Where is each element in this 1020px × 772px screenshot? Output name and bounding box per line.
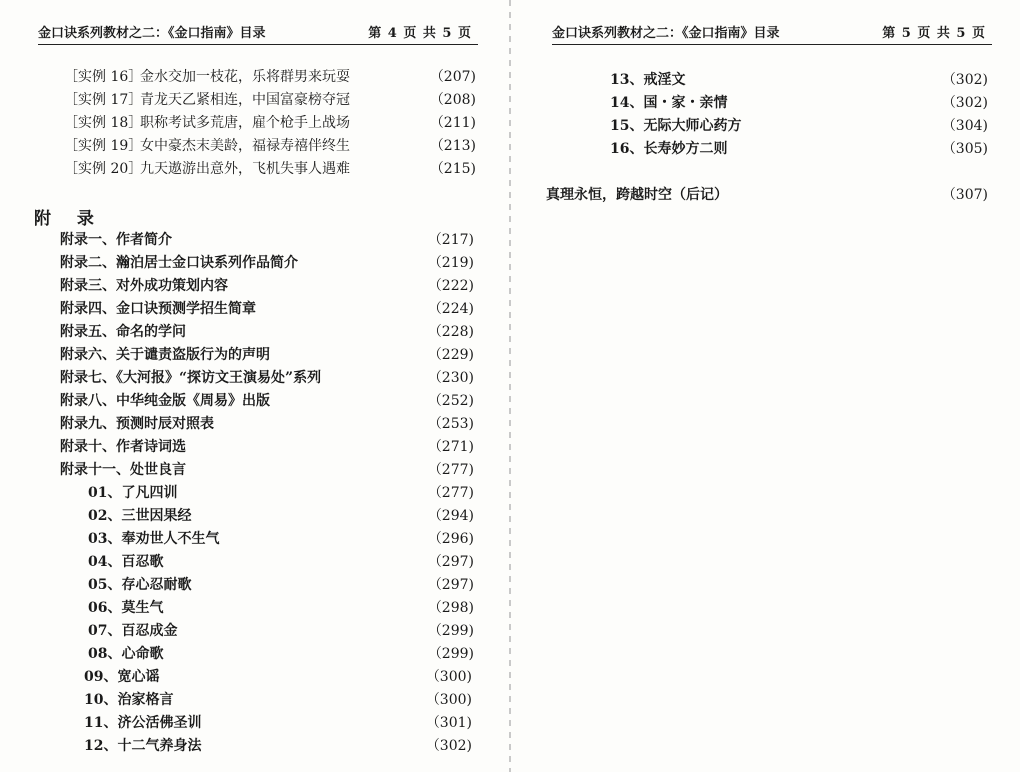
left-page — [0, 0, 508, 772]
dot-leader — [352, 67, 428, 81]
dot-leader — [221, 529, 425, 543]
header-title: 金口诀系列教材之二：《金口指南》目录 — [38, 26, 266, 41]
toc-entry-afterword: 真理永恒，跨越时空（后记） （307) — [546, 187, 988, 203]
dot-leader — [203, 736, 423, 750]
toc-entry-sub: 15、无际大师心药方 （304) — [610, 118, 988, 134]
toc-entry-appendix: 附录五、命名的学问 （228) — [60, 324, 474, 340]
toc-entry-sub: 01、了凡四训 （277) — [88, 485, 474, 501]
dot-leader — [352, 90, 428, 104]
dot-leader — [230, 276, 426, 290]
dot-leader — [687, 70, 939, 84]
toc-entry-example-16: ［实例 16］金水交加一枝花，乐将群男来玩耍 （207) — [64, 66, 476, 88]
toc-entry-sub: 07、百忍成金 （299) — [88, 623, 474, 639]
toc-entry-sub: 13、戒淫文 （302) — [610, 72, 988, 88]
dot-leader — [174, 230, 426, 244]
left-page-header — [38, 24, 478, 45]
page-ref: （215) — [429, 161, 476, 177]
toc-entry-sub: 05、存心忍耐歌 （297) — [88, 577, 474, 593]
dot-leader — [203, 713, 423, 727]
dot-leader — [161, 667, 423, 681]
dot-leader — [300, 253, 426, 267]
right-page-header — [552, 24, 992, 45]
dot-leader — [352, 159, 428, 173]
header-page-number: 第 4 页 共 5 页 — [368, 26, 472, 41]
toc-entry-example-18: ［实例 18］职称考试多荒唐，雇个枪手上战场 （211) — [64, 112, 476, 134]
toc-entry-appendix: 附录二、瀚泊居士金口诀系列作品简介 （219) — [60, 255, 474, 271]
dot-leader — [216, 414, 426, 428]
page-fold — [509, 0, 511, 772]
toc-entry-appendix: 附录一、作者简介 （217) — [60, 232, 474, 248]
toc-entry-appendix: 附录七、《大河报》“探访文王演易处”系列 （230) — [60, 370, 474, 386]
toc-entry-sub: 12、十二气养身法 （302) — [84, 738, 472, 754]
toc-entry-sub: 04、百忍歌 （297) — [88, 554, 474, 570]
toc-entry-sub: 03、奉劝世人不生气 （296) — [88, 531, 474, 547]
toc-entry-appendix: 附录十一、处世良言 （277) — [60, 462, 474, 478]
toc-entry-sub: 11、济公活佛圣训 （301) — [84, 715, 472, 731]
dot-leader — [729, 93, 939, 107]
toc-entry-appendix: 附录十、作者诗词选 （271) — [60, 439, 474, 455]
header-title: 金口诀系列教材之二：《金口指南》目录 — [552, 26, 780, 41]
toc-entry-appendix: 附录九、预测时辰对照表 （253) — [60, 416, 474, 432]
page-ref: （207) — [429, 69, 476, 85]
toc-entry-example-17: ［实例 17］青龙天乙紧相连，中国富豪榜夺冠 （208) — [64, 89, 476, 111]
dot-leader — [272, 391, 426, 405]
dot-leader — [165, 598, 425, 612]
dot-leader — [258, 299, 426, 313]
toc-entry-sub: 02、三世因果经 （294) — [88, 508, 474, 524]
toc-entry-appendix: 附录四、金口诀预测学招生简章 （224) — [60, 301, 474, 317]
dot-leader — [165, 644, 425, 658]
dot-leader — [188, 460, 426, 474]
dot-leader — [352, 136, 428, 150]
toc-entry-sub: 06、莫生气 （298) — [88, 600, 474, 616]
dot-leader — [193, 575, 425, 589]
toc-entry-sub: 14、国・家・亲情 （302) — [610, 95, 988, 111]
dot-leader — [730, 185, 940, 199]
dot-leader — [352, 113, 428, 127]
toc-entry-sub: 08、心命歌 （299) — [88, 646, 474, 662]
page-ref: （211) — [429, 115, 476, 131]
toc-entry-example-19: ［实例 19］女中豪杰末美龄，福禄寿禧伴终生 （213) — [64, 135, 476, 157]
dot-leader — [165, 552, 425, 566]
dot-leader — [179, 483, 425, 497]
dot-leader — [193, 506, 425, 520]
toc-entry-example-20: ［实例 20］九天遨游出意外，飞机失事人遇难 （215) — [64, 158, 476, 180]
dot-leader — [272, 345, 426, 359]
dot-leader — [743, 116, 939, 130]
page-ref: （213) — [429, 138, 476, 154]
dot-leader — [188, 322, 426, 336]
toc-entry-appendix: 附录六、关于谴责盗版行为的声明 （229) — [60, 347, 474, 363]
dot-leader — [729, 139, 939, 153]
appendix-heading: 附 录 — [34, 209, 104, 229]
dot-leader — [175, 690, 423, 704]
toc-entry-sub: 16、长寿妙方二则 （305) — [610, 141, 988, 157]
page-ref: （208) — [429, 92, 476, 108]
toc-entry-sub: 10、治家格言 （300) — [84, 692, 472, 708]
header-page-number: 第 5 页 共 5 页 — [882, 26, 986, 41]
toc-entry-sub: 09、宽心谣 （300) — [84, 669, 472, 685]
dot-leader — [188, 437, 426, 451]
right-page — [512, 0, 1020, 772]
dot-leader — [179, 621, 425, 635]
toc-entry-appendix: 附录三、对外成功策划内容 （222) — [60, 278, 474, 294]
toc-entry-appendix: 附录八、中华纯金版《周易》出版 （252) — [60, 393, 474, 409]
dot-leader — [323, 368, 426, 382]
